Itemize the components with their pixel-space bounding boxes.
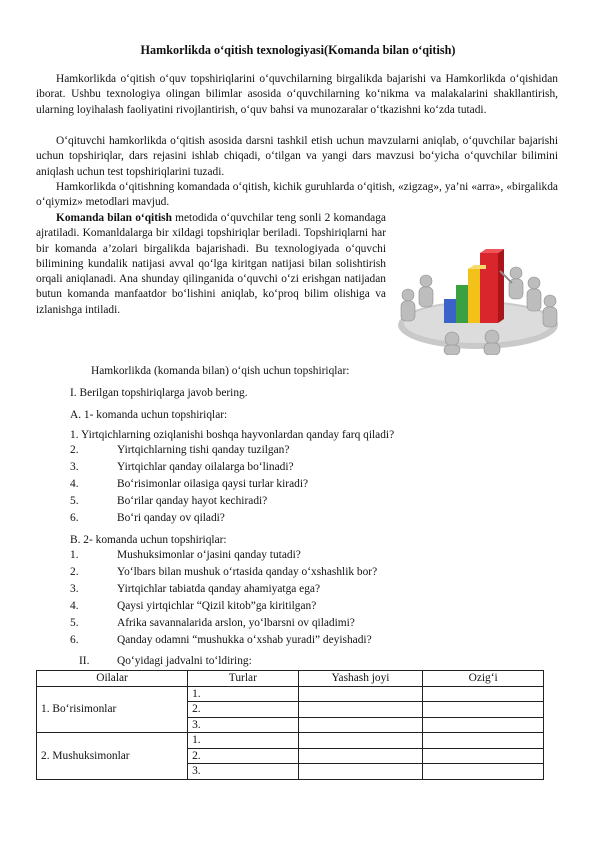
food-cell[interactable] xyxy=(423,686,544,702)
table-header: Ozig‘i xyxy=(423,671,544,687)
table-row xyxy=(37,686,544,702)
team-b-number: 1. xyxy=(70,549,79,561)
table-header: Yashash joyi xyxy=(298,671,423,687)
habitat-cell[interactable] xyxy=(298,748,423,764)
team-b-question: Mushuksimonlar o‘jasini qanday tutadi? xyxy=(117,549,301,561)
tasks-heading: Hamkorlikda (komanda bilan) o‘qish uchun topshiriqlar: xyxy=(91,365,350,377)
team-a-question: Bo‘rilar qanday hayot kechiradi? xyxy=(117,495,268,507)
habitat-cell[interactable] xyxy=(298,733,423,749)
table-row xyxy=(37,733,544,749)
food-cell[interactable] xyxy=(423,717,544,733)
team-b-question: Afrika savannalarida arslon, yo‘lbarsni ov qiladimi? xyxy=(117,617,355,629)
team-method-term: Komanda bilan o‘qitish xyxy=(56,212,172,224)
document-title: Hamkorlikda o‘qitish texnologiyasi(Komanda bilan o‘qitish) xyxy=(140,43,456,57)
team-b-heading: B. 2- komanda uchun topshiriqlar: xyxy=(70,534,227,546)
team-b-number: 2. xyxy=(70,566,79,578)
table-header-row xyxy=(37,671,544,687)
team-a-number: 2. xyxy=(70,444,79,456)
food-cell[interactable] xyxy=(423,764,544,780)
team-b-number: 4. xyxy=(70,600,79,612)
paragraph-teacher: O‘qituvchi hamkorlikda o‘qitish asosida darsni tashkil etish uchun mavzularni aniqlab, o‘quvchilar bajarishi uchun topshiriqlar, dars rejasini ishlab chiqadi, o‘tilgan va yangi dars mavzusi bo‘yicha o‘quvchilar bilimini aniqlash uchun test topshiriqlarini tuzadi. xyxy=(36,135,558,178)
family-cell: 1. Bo‘risimonlar xyxy=(37,686,188,733)
bar-chart-icon xyxy=(444,249,504,323)
species-cell[interactable]: 2. xyxy=(188,702,299,718)
team-b-question: Yirtqichlar tabiatda qanday ahamiyatga ega? xyxy=(117,583,321,595)
section-two-instruction: Qo‘yidagi jadvalni to‘ldiring: xyxy=(117,655,252,667)
team-b-number: 3. xyxy=(70,583,79,595)
team-meeting-illustration xyxy=(392,233,564,355)
food-cell[interactable] xyxy=(423,748,544,764)
habitat-cell[interactable] xyxy=(298,686,423,702)
paragraph-team-method xyxy=(36,211,386,318)
team-b-question: Qanday odamni “mushukka o‘xshab yuradi” deyishadi? xyxy=(117,634,372,646)
team-a-heading: A. 1- komanda uchun topshiriqlar: xyxy=(70,409,228,421)
team-a-number: 3. xyxy=(70,461,79,473)
section-one-instruction: I. Berilgan topshiriqlarga javob bering. xyxy=(70,387,248,399)
team-a-question: Bo‘ri qanday ov qiladi? xyxy=(117,512,225,524)
team-b-question: Qaysi yirtqichlar “Qizil kitob”ga kiritilgan? xyxy=(117,600,317,612)
team-b-number: 6. xyxy=(70,634,79,646)
team-a-question: Yirtqichlarning tishi qanday tuzilgan? xyxy=(117,444,290,456)
species-cell[interactable]: 2. xyxy=(188,748,299,764)
team-a-question: Yirtqichlar qanday oilalarga bo‘linadi? xyxy=(117,461,294,473)
fill-in-table xyxy=(36,670,544,780)
paragraph-intro: Hamkorlikda o‘qitish o‘quv topshiriqlarini o‘quvchilarning birgalikda bajarishi va Hamkorlikda o‘qishidan iborat. Ushbu texnologiya olingan bilimlar asosida o‘quvchilarning ko‘nikma va malakalarini shakllantirish, ularning loyihalash faoliyatini rivojlantirish, o‘quv bahsi va munozaralar o‘tkazishni ko‘zda tutadi. xyxy=(36,73,558,116)
team-a-number: 6. xyxy=(70,512,79,524)
section-two-number: II. xyxy=(79,655,90,667)
team-method-description: metodida o‘quvchilar teng sonli 2 komandaga ajratiladi. Komanldalarga bir xildagi topshiriqlar beriladi. Topshiriqlarni har bir komanda a’zolari birgalikda bajarishadi. Bu texnologiyada o‘quvchi bilimining kundalik natijasi avval qo‘lga kiritgan natijasi bilan solishtirish orqali aniqlanadi. Ana shunday qilinganida o‘quvchi o‘zi erishgan natijadan butun komanda manfaatdor bo‘lishini aniqlab, ko‘proq bilim olishiga va izlanishga intiladi. xyxy=(36,212,386,316)
species-cell[interactable]: 3. xyxy=(188,717,299,733)
species-cell[interactable]: 1. xyxy=(188,686,299,702)
table-header: Turlar xyxy=(188,671,299,687)
habitat-cell[interactable] xyxy=(298,702,423,718)
food-cell[interactable] xyxy=(423,733,544,749)
team-a-number: 5. xyxy=(70,495,79,507)
team-b-number: 5. xyxy=(70,617,79,629)
food-cell[interactable] xyxy=(423,702,544,718)
team-b-question: Yo‘lbars bilan mushuk o‘rtasida qanday o‘xshashlik bor? xyxy=(117,566,378,578)
table-header: Oilalar xyxy=(37,671,188,687)
habitat-cell[interactable] xyxy=(298,764,423,780)
team-a-number: 4. xyxy=(70,478,79,490)
paragraph-methods: Hamkorlikda o‘qitishning komandada o‘qitish, kichik guruhlarda o‘qitish, «zigzag», ya’ni «arra», «birgalikda o‘qiymiz» metodlari mavjud. xyxy=(36,181,558,209)
family-cell: 2. Mushuksimonlar xyxy=(37,733,188,780)
team-a-question-1: 1. Yirtqichlarning oziqlanishi boshqa hayvonlardan qanday farq qiladi? xyxy=(70,429,395,441)
species-cell[interactable]: 3. xyxy=(188,764,299,780)
species-cell[interactable]: 1. xyxy=(188,733,299,749)
habitat-cell[interactable] xyxy=(298,717,423,733)
team-a-question: Bo‘risimonlar oilasiga qaysi turlar kiradi? xyxy=(117,478,309,490)
